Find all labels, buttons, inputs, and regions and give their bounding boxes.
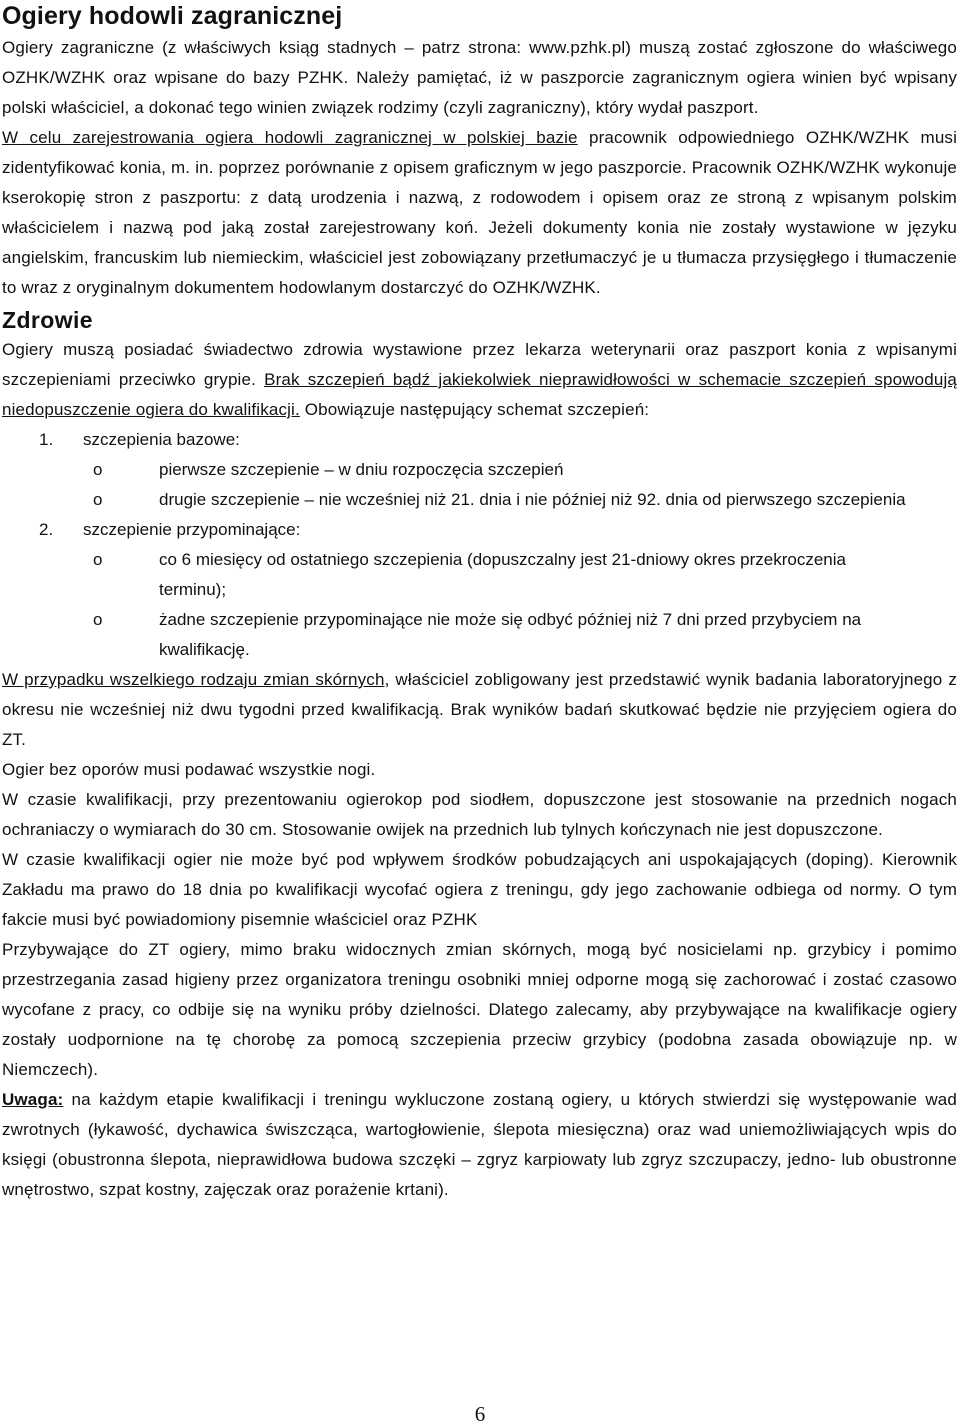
list-item-basic-vaccinations — [2, 425, 957, 515]
bullet-o: o — [93, 610, 103, 629]
page-number: 6 — [474, 1402, 486, 1426]
sub-list-item — [2, 485, 957, 515]
sub-list-basic — [83, 455, 957, 515]
health-certificate-text: Ogiery muszą posiadać świadectwo zdrowia wystawione przez lekarza weterynarii oraz paszport konia z wpisanymi szczepieniami przeciwko grypie. — [2, 340, 957, 389]
heading-health: Zdrowie — [2, 307, 93, 333]
list-item-booster-vaccinations — [2, 515, 957, 665]
paragraph-legs: Ogier bez oporów musi podawać wszystkie nogi. — [2, 760, 376, 779]
heading-foreign-stallions: Ogiery hodowli zagranicznej — [2, 2, 343, 30]
sub-list-item-text: pierwsze szczepienie – w dniu rozpoczęcia szczepień — [159, 460, 564, 479]
sub-list-item-text: żadne szczepienie przypominające nie może się odbyć później niż 7 dni przed przybyciem na kwalifikację. — [159, 610, 862, 659]
bullet-o: o — [93, 490, 103, 509]
sub-list-item — [2, 455, 957, 485]
vaccination-schedule-intro: Obowiązuje następujący schemat szczepień: — [299, 400, 650, 419]
paragraph-registration-intro: Ogiery zagraniczne (z właściwych ksiąg stadnych – patrz strona: www.pzhk.pl) muszą zostać zgłoszone do właściwego OZHK/WZHK oraz wpisane do bazy PZHK. Należy pamiętać, iż w paszporcie zagranicznym ogiera winien być wpisany polski właściciel, a dokonać tego winien związek rodzimy (czyli zagraniczny), który wydał paszport. — [2, 38, 957, 117]
bullet-o: o — [93, 550, 103, 569]
vaccination-schedule-list — [2, 425, 957, 665]
underlined-vaccination-warning: Brak szczepień bądź jakiekolwiek nieprawidłowości w schemacie szczepień spowodują niedopuszczenie ogiera do kwalifikacji. — [2, 370, 957, 419]
list-item-label: szczepienia bazowe: — [83, 430, 240, 449]
paragraph-protectors: W czasie kwalifikacji, przy prezentowaniu ogierokop pod siodłem, dopuszczone jest stosowanie na przednich nogach ochraniaczy o wymiarach do 30 cm. Stosowanie owijek na przednich lub tylnych kończynach nie jest dopuszczone. — [2, 790, 957, 839]
paragraph-skin-changes — [2, 665, 957, 755]
sub-list-item-text: co 6 miesięcy od ostatniego szczepienia (dopuszczalny jest 21-dniowy okres przekroczenia terminu); — [159, 550, 846, 599]
warning-text: na każdym etapie kwalifikacji i treningu wykluczone zostaną ogiery, u których stwierdzi się występowanie wad zwrotnych (łykawość, dychawica świszcząca, wartogłowienie, ślepota miesięczna) oraz wad uniemożliwiających wpis do księgi (obustronna ślepota, nieprawidłowa budowa szczęki – zgryz karpiowaty lub zgryz szczupaczy, jedno- lub obustronne wnętrostwo, szpat kostny, zajęczak oraz porażenie krtani). — [2, 1090, 957, 1199]
sub-list-item — [2, 545, 957, 605]
sub-list-item-text: drugie szczepienie – nie wcześniej niż 21. dnia i nie później niż 92. dnia od pierwszego szczepienia — [159, 490, 906, 509]
sub-list-item — [2, 605, 957, 665]
paragraph-doping: W czasie kwalifikacji ogier nie może być pod wpływem środków pobudzających ani uspokajających (doping). Kierownik Zakładu ma prawo do 18 dnia po kwalifikacji wycofać ogiera z treningu, gdy jego zachowanie odbiega od normy. O tym fakcie musi być powiadomiony pisemnie właściciel oraz PZHK — [2, 850, 957, 929]
paragraph-warning — [2, 1085, 957, 1205]
list-item-label: szczepienie przypominające: — [83, 520, 301, 539]
skin-changes-text: , właściciel zobligowany jest przedstawić wynik badania laboratoryjnego z okresu nie wcześniej niż dwu tygodni przed kwalifikacją. Brak wyników badań skutkować będzie nie przyjęciem ogiera do ZT. — [2, 670, 957, 749]
warning-label: Uwaga: — [2, 1090, 64, 1109]
underlined-skin-changes: W przypadku wszelkiego rodzaju zmian skórnych — [2, 670, 385, 689]
paragraph-registration-procedure — [2, 123, 957, 303]
bullet-o: o — [93, 460, 103, 479]
list-number: 1. — [39, 430, 54, 449]
registration-procedure-text: pracownik odpowiedniego OZHK/WZHK musi zidentyfikować konia, m. in. poprzez porównanie z opisem graficznym w jego paszporcie. Pracownik OZHK/WZHK wykonuje kserokopię stron z paszportu: z datą urodzenia i nazwą, z rodowodem i opisem oraz ze stroną z wpisanym polskim właścicielem i nazwą pod jaką został zarejestrowany koń. Jeżeli dokumenty konia nie zostały wystawione w języku angielskim, francuskim lub niemieckim, właściciel jest zobowiązany przetłumaczyć je u tłumacza przysięgłego i tłumaczenie to wraz z oryginalnym dokumentem hodowlanym dostarczyć do OZHK/WZHK. — [2, 128, 957, 297]
paragraph-fungal-infection: Przybywające do ZT ogiery, mimo braku widocznych zmian skórnych, mogą być nosicielami np. grzybicy i pomimo przestrzegania zasad higieny przez organizatora treningu osobniki mniej odporne mogą się zachorować i zostać czasowo wycofane z pracy, co odbije się na wyniku próby dzielności. Dlatego zalecamy, aby przybywające na kwalifikacje ogiery zostały uodpornione na tę chorobę za pomocą szczepienia przeciw grzybicy (podobna zasada obowiązuje np. w Niemczech). — [2, 940, 957, 1079]
paragraph-health-certificate — [2, 335, 957, 425]
list-number: 2. — [39, 520, 54, 539]
sub-list-booster — [83, 545, 957, 665]
underlined-registration-purpose: W celu zarejestrowania ogiera hodowli zagranicznej w polskiej bazie — [2, 128, 578, 147]
